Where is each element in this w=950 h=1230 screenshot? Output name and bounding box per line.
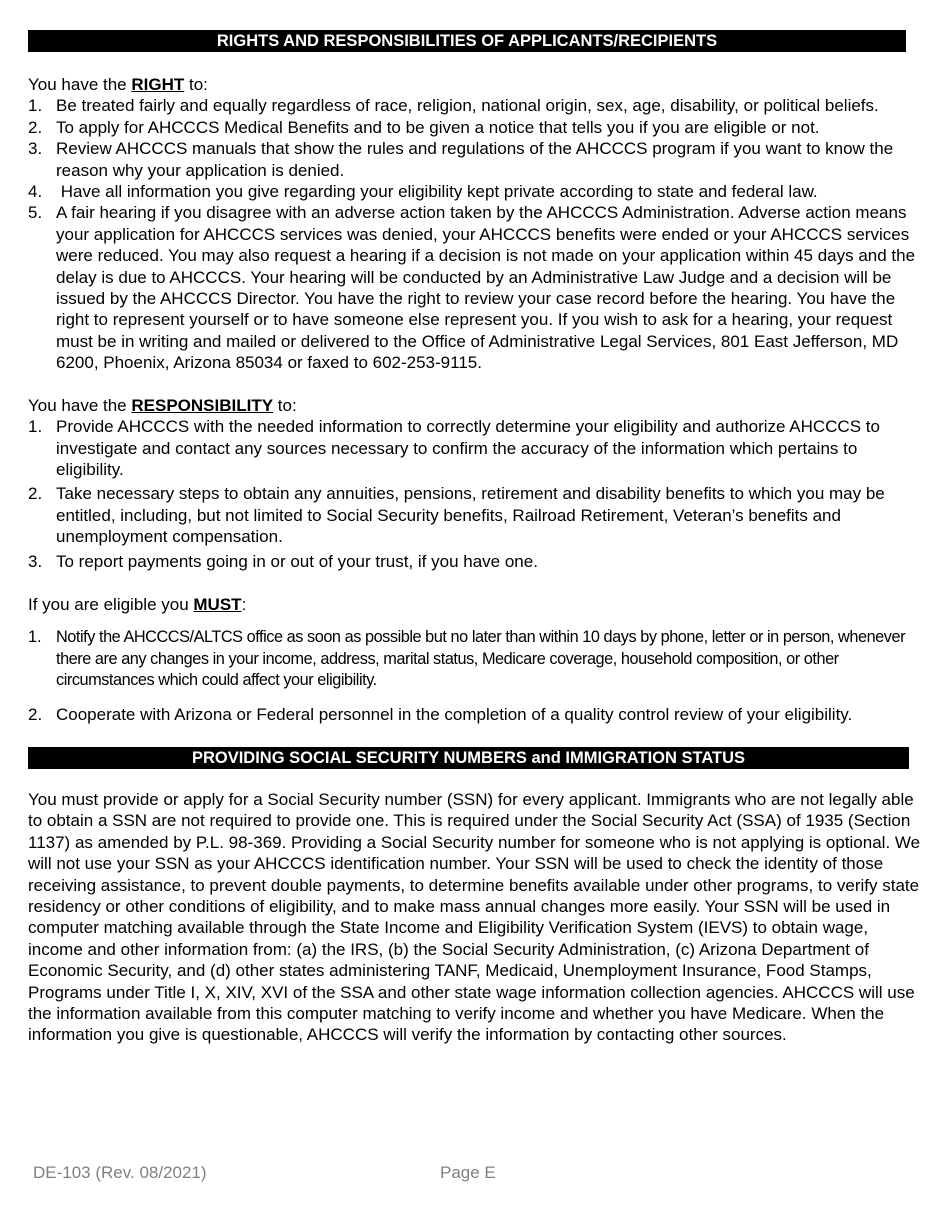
must-item: 1. Notify the AHCCCS/ALTCS office as soon as possible but no later than within 10 days by phone, letter or in person, whenever there are any changes in your income, address, marital status, Medicare coverage, household composition, or other circumstances which could affect your eligibility.: [28, 628, 906, 690]
must-lead: [28, 594, 924, 615]
document-page: [28, 30, 924, 1046]
rights-item: 5. A fair hearing if you disagree with an adverse action taken by the AHCCCS Administration. Adverse action means your application for AHCCCS services was denied, your AHCCCS benefits were ended or your AHCCCS services were reduced. You may also request a hearing if a decision is not made on your application within 45 days and the delay is due to AHCCCS. Your hearing will be conducted by an Administrative Law Judge and a decision will be issued by the AHCCCS Director. You have the right to review your case record before the hearing. You have the right to represent yourself or to have someone else represent you. If you wish to ask for a hearing, your request must be in writing and mailed or delivered to the Office of Administrative Legal Services, 801 East Jefferson, MD 6200, Phoenix, Arizona 85034 or faxed to 602-253-9115.: [28, 203, 916, 373]
right-lead-keyword: RIGHT: [131, 75, 185, 94]
page-label: Page E: [440, 1163, 496, 1182]
responsibility-item: 1. Provide AHCCCS with the needed information to correctly determine your eligibility and authorize AHCCCS to investigate and contact any sources necessary to confirm the accuracy of the information which pertains to eligibility.: [28, 417, 880, 479]
resp-lead-keyword: RESPONSIBILITY: [131, 395, 274, 415]
rights-item: 4. Have all information you give regarding your eligibility kept private according to state and federal law.: [28, 182, 818, 202]
responsibility-item: 3. To report payments going in or out of your trust, if you have one.: [28, 551, 538, 571]
must-lead-suffix: :: [241, 594, 247, 614]
right-lead-suffix: to:: [189, 75, 208, 94]
responsibility-item: 2. Take necessary steps to obtain any annuities, pensions, retirement and disability benefits to which you may be entitled, including, but not limited to Social Security benefits, Railroad Retirement, Veteran’s benefits and unemployment compensation.: [28, 484, 885, 547]
must-item: 2. Cooperate with Arizona or Federal personnel in the completion of a quality control review of your eligibility.: [28, 704, 853, 724]
right-lead: [28, 74, 924, 95]
form-id: DE-103 (Rev. 08/2021): [33, 1163, 207, 1182]
right-lead-prefix: You have the: [28, 75, 127, 94]
responsibility-lead: [28, 395, 924, 416]
rights-item: 1. Be treated fairly and equally regardless of race, religion, national origin, sex, age, disability, or political beliefs.: [28, 96, 879, 116]
resp-lead-prefix: You have the: [28, 395, 127, 415]
rights-item: 3. Review AHCCCS manuals that show the rules and regulations of the AHCCCS program if you want to know the reason why your application is denied.: [28, 139, 894, 180]
responsibilities-list: [28, 416, 924, 572]
resp-lead-suffix: to:: [277, 395, 297, 415]
must-lead-prefix: If you are eligible you: [28, 594, 189, 614]
ssn-banner: PROVIDING SOCIAL SECURITY NUMBERS and IMMIGRATION STATUS: [28, 747, 909, 769]
must-list: [28, 627, 924, 725]
rights-list: [28, 95, 924, 373]
rights-item: 2. To apply for AHCCCS Medical Benefits and to be given a notice that tells you if you are eligible or not.: [28, 117, 820, 137]
ssn-paragraph: You must provide or apply for a Social Security number (SSN) for every applicant. Immigrants who are not legally able to obtain a SSN are not required to provide one. This is required under the Social Security Act (SSA) of 1935 (Section 1137) as amended by P.L. 98-369. Providing a Social Security number for someone who is not applying is optional. We will not use your SSN as your AHCCCS identification number. Your SSN will be used to check the identity of those receiving assistance, to prevent double payments, to determine benefits available under other programs, to verify state residency or other conditions of eligibility, and to make mass annual changes more easily. Your SSN will be used in computer matching available through the State Income and Eligibility Verification System (IEVS) to obtain wage, income and other information from: (a) the IRS, (b) the Social Security Administration, (c) Arizona Department of Economic Security, and (d) other states administering TANF, Medicaid, Unemployment Insurance, Food Stamps, Programs under Title I, X, XIV, XVI of the SSA and other state wage information collection agencies. AHCCCS will use the information available from this computer matching to verify income and whether you have Medicare. When the information you give is questionable, AHCCCS will verify the information by contacting other sources.: [28, 789, 921, 1045]
must-lead-keyword: MUST: [193, 594, 242, 614]
rights-banner: RIGHTS AND RESPONSIBILITIES OF APPLICANTS/RECIPIENTS: [28, 30, 906, 52]
